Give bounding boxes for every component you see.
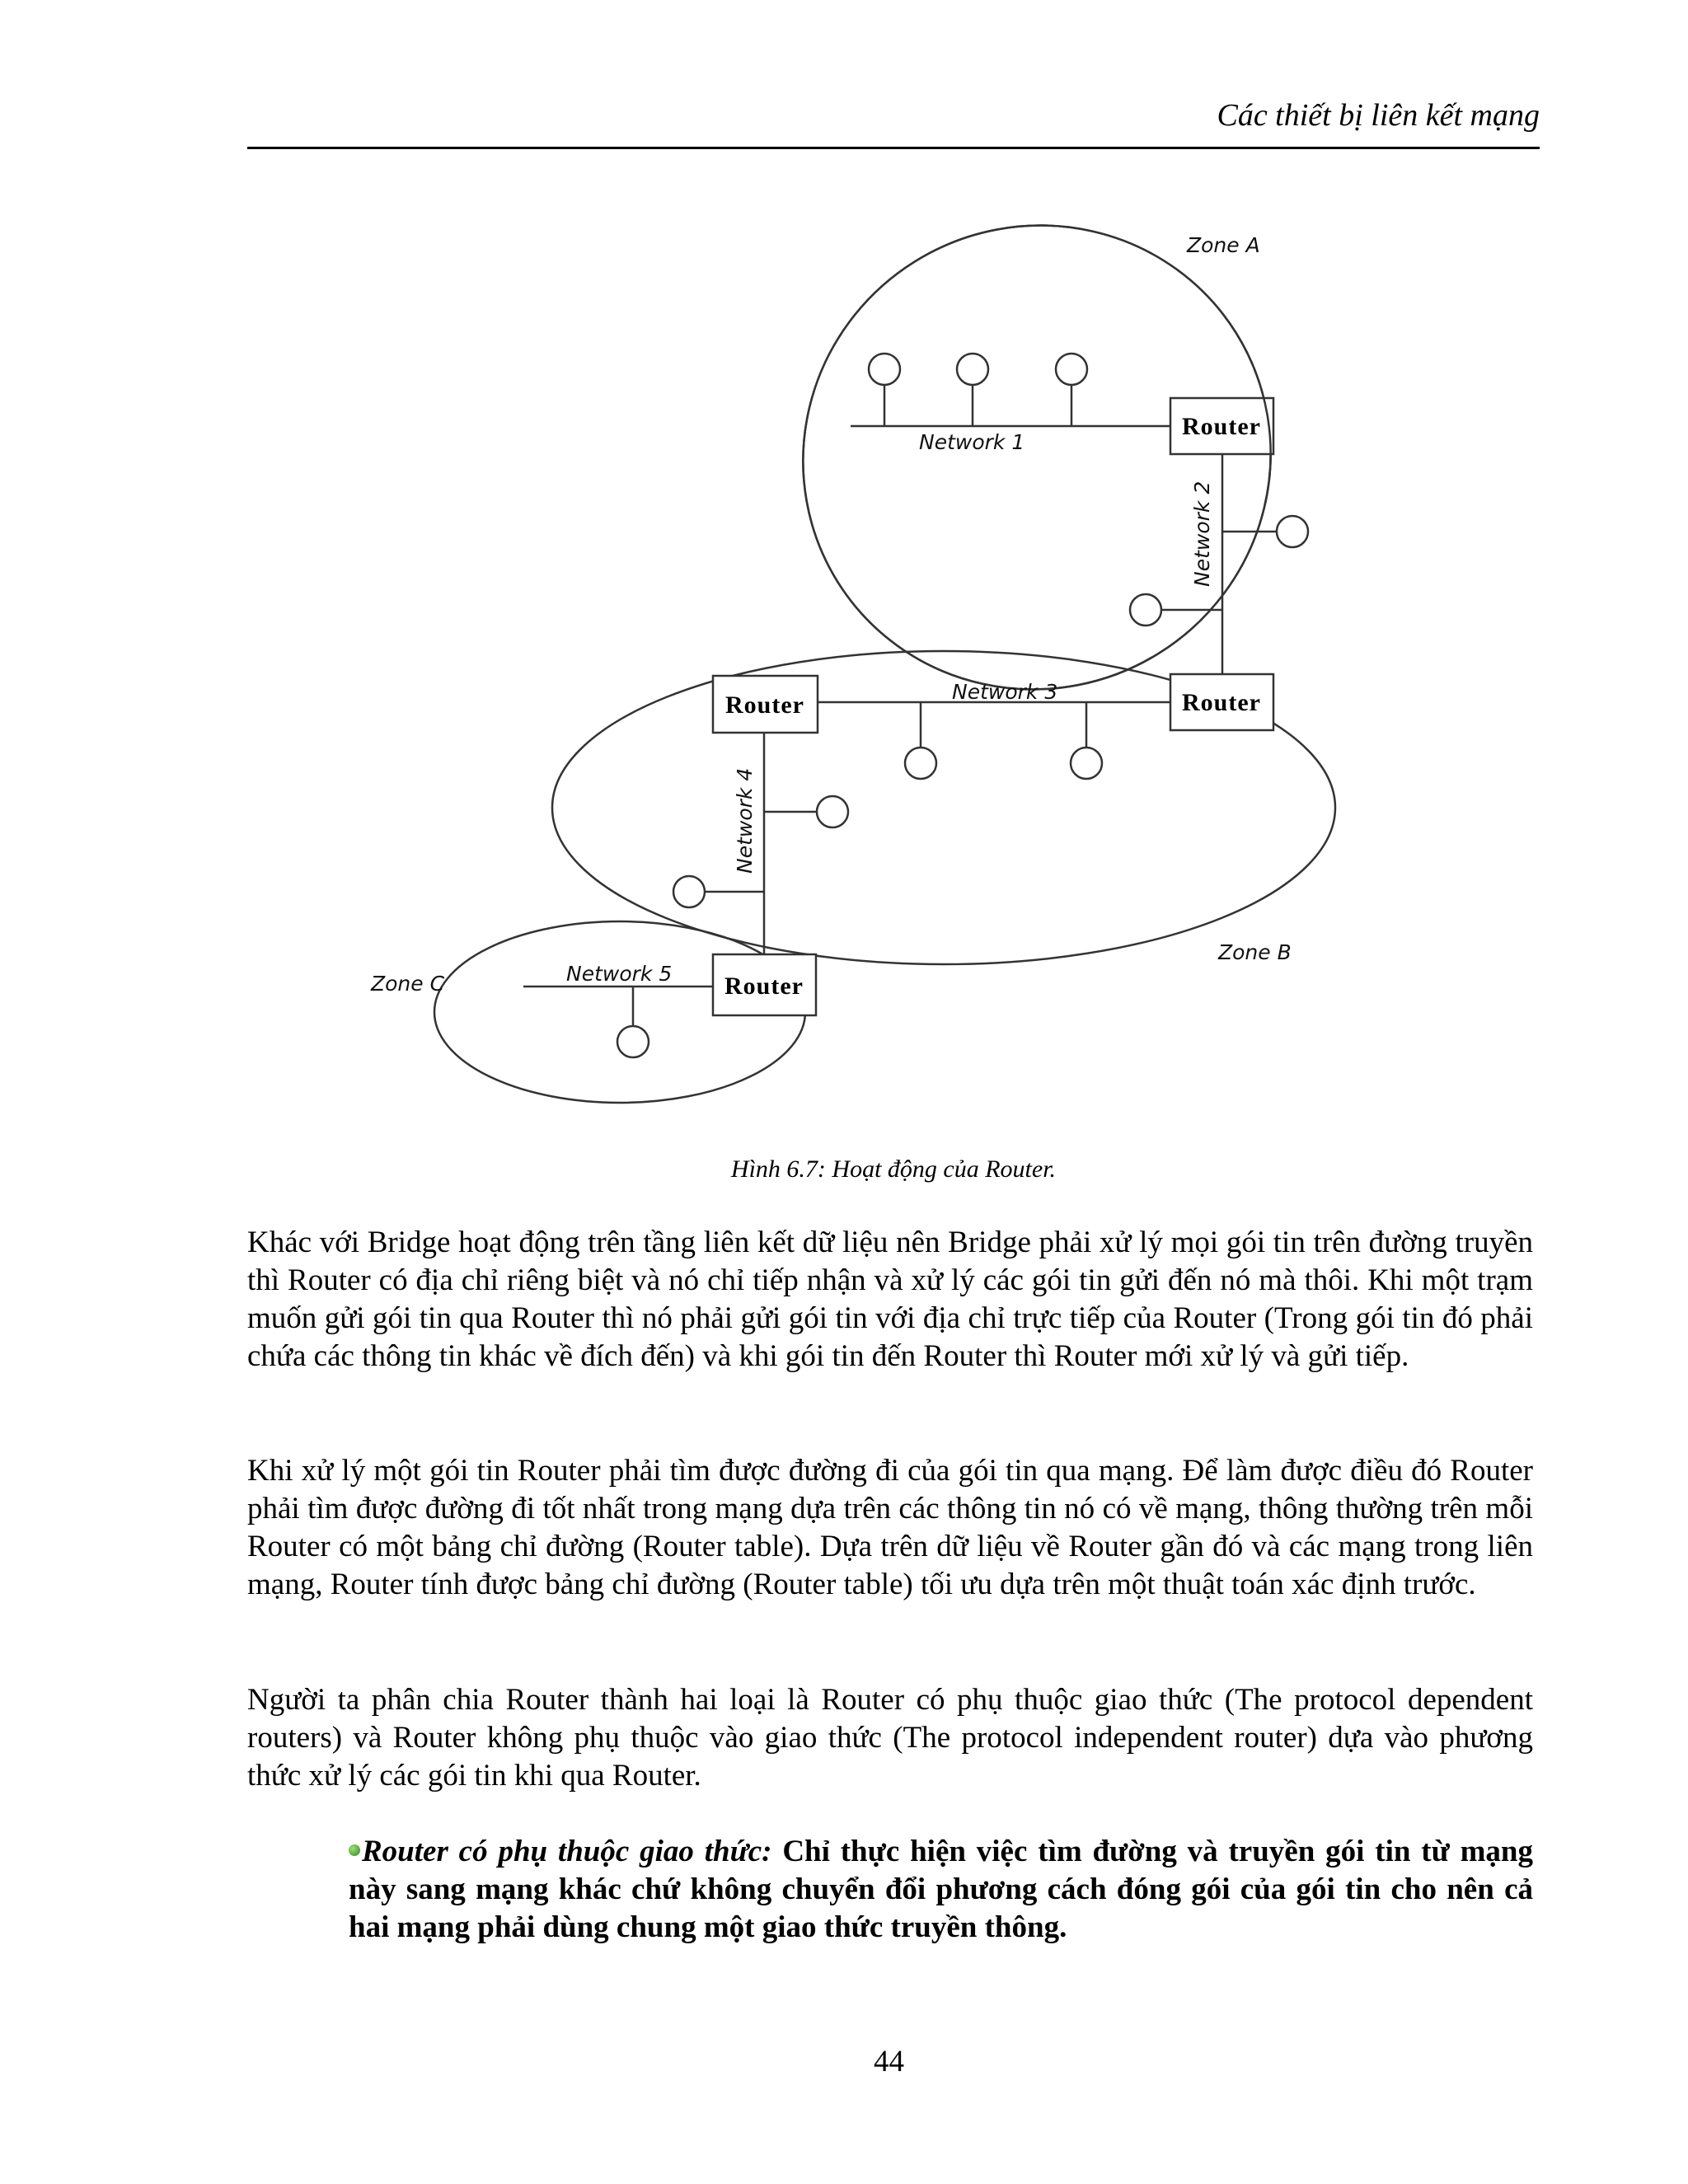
router-diagram-svg	[346, 210, 1418, 1133]
host-node	[1277, 516, 1308, 547]
host-node	[817, 796, 848, 827]
header-rule	[247, 147, 1540, 149]
router-zone-bc	[713, 954, 816, 1015]
bullet-term: Router có phụ thuộc giao thức:	[362, 1835, 772, 1868]
network-3-label: Network 3	[952, 680, 1058, 704]
page-number: 44	[874, 2045, 904, 2079]
router-label: Router	[1182, 689, 1261, 716]
host-node	[905, 748, 936, 779]
paragraph: Khi xử lý một gói tin Router phải tìm được đường đi của gói tin qua mạng. Để làm được điều đó Router phải tìm được đường đi tốt nhất trong mạng dựa trên các thông tin nó có về mạng, thông thường trên mỗi Router có một bảng chỉ đường (Router table). Dựa trên dữ liệu về Router gần đó và các mạng trong liên mạng, Router tính được bảng chỉ đường (Router table) tối ưu dựa trên một thuật toán xác định trước.	[247, 1454, 1533, 1601]
network-4-label: Network 4	[733, 767, 757, 874]
router-zone-a	[1170, 398, 1273, 454]
network-2-label: Network 2	[1190, 480, 1214, 587]
host-node	[1130, 594, 1161, 626]
router-zone-b	[713, 676, 818, 733]
router-diagram	[346, 210, 1418, 1133]
host-node	[1056, 354, 1087, 385]
host-node	[957, 354, 988, 385]
paragraph: Người ta phân chia Router thành hai loại là Router có phụ thuộc giao thức (The protocol dependent routers) và Router không phụ thuộc vào giao thức (The protocol independent router) dựa vào phương thức xử lý các gói tin khi qua Router.	[247, 1683, 1533, 1793]
host-node	[617, 1026, 649, 1057]
network-1-label: Network 1	[919, 430, 1025, 454]
zone-b-label: Zone B	[1218, 940, 1292, 964]
host-node	[673, 876, 705, 907]
host-node	[1071, 748, 1102, 779]
network-5-label: Network 5	[566, 962, 673, 986]
running-header: Các thiết bị liên kết mạng	[1217, 98, 1540, 133]
bullet-dot-icon	[349, 1844, 360, 1856]
bullet-item	[349, 1833, 1533, 1947]
figure-caption: Hình 6.7: Hoạt động của Router.	[730, 1155, 1057, 1183]
bullet-text: Chỉ thực hiện việc tìm đường và truyền gói tin từ mạng này sang mạng khác chứ không chuyển đổi phương cách đóng gói của gói tin cho nên cả hai mạng phải dùng chung một giao thức truyền thông.	[349, 1835, 1534, 1944]
router-label: Router	[724, 972, 804, 1000]
zone-c-label: Zone C	[371, 972, 445, 996]
router-label: Router	[725, 691, 804, 719]
router-label: Router	[1182, 413, 1261, 440]
host-node	[869, 354, 900, 385]
zone-a-label: Zone A	[1187, 233, 1260, 257]
paragraph: Khác với Bridge hoạt động trên tầng liên kết dữ liệu nên Bridge phải xử lý mọi gói tin trên đường truyền thì Router có địa chỉ riêng biệt và nó chỉ tiếp nhận và xử lý các gói tin gửi đến nó mà thôi. Khi một trạm muốn gửi gói tin qua Router thì nó phải gửi gói tin với địa chỉ trực tiếp của Router (Trong gói tin đó phải chứa các thông tin khác về đích đến) và khi gói tin đến Router thì Router mới xử lý và gửi tiếp.	[247, 1226, 1533, 1373]
router-zone-ab	[1170, 674, 1273, 730]
